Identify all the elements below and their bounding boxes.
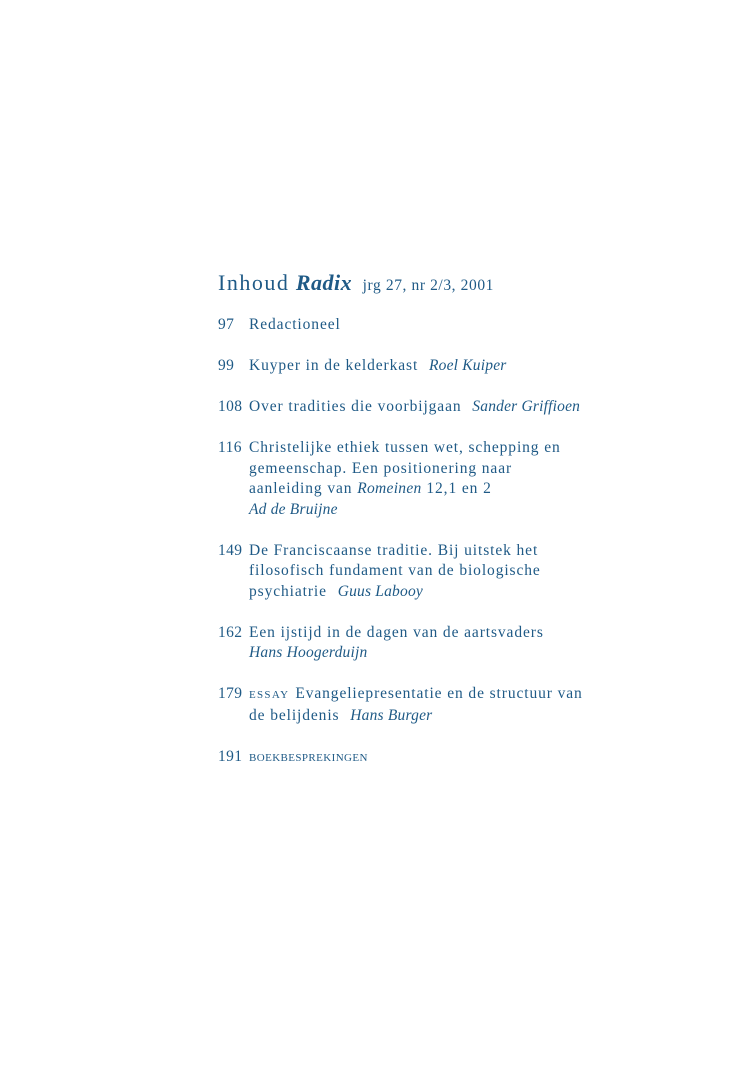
entry-section-label: BOEKBESPREKINGEN <box>249 751 368 764</box>
toc-entry <box>218 541 638 603</box>
toc-heading <box>218 268 638 301</box>
entry-title-line: Christelijke ethiek tussen wet, schepping en <box>249 439 561 456</box>
entry-title-text: aanleiding van <box>249 480 358 497</box>
toc-entry <box>218 356 638 377</box>
entry-title: Redactioneel <box>249 316 341 333</box>
entry-page-number: 108 <box>218 398 243 415</box>
entry-title-line: filosofisch fundament van de biologische <box>249 562 541 579</box>
toc-entry <box>218 315 638 336</box>
entry-author: Ad de Bruijne <box>249 500 338 518</box>
entry-author: Roel Kuiper <box>428 357 507 374</box>
entry-title-line: gemeenschap. Een positionering naar <box>249 459 513 477</box>
entry-page-number: 149 <box>218 541 243 559</box>
entry-page-number: 191 <box>218 747 243 765</box>
entry-title: Een ijstijd in de dagen van de aartsvaders <box>249 623 544 641</box>
toc-entries <box>218 315 638 768</box>
toc-entry <box>218 623 638 664</box>
entry-title-line: psychiatrie <box>249 582 327 600</box>
entry-page-number: 99 <box>218 357 235 374</box>
entry-page-number: 162 <box>218 623 243 641</box>
entry-page-number: 116 <box>218 439 242 456</box>
toc-entry <box>218 747 638 769</box>
table-of-contents <box>218 268 638 789</box>
entry-title-line: De Franciscaanse traditie. Bij uitstek het <box>249 541 539 559</box>
toc-entry <box>218 438 638 520</box>
entry-title: Over tradities die voorbijgaan <box>249 398 462 415</box>
entry-title-line <box>249 480 492 497</box>
entry-author: Guus Labooy <box>337 582 423 600</box>
entry-title-line: Evangeliepresentatie en de structuur van <box>295 685 583 702</box>
entry-title-line: de belijdenis <box>249 706 340 724</box>
entry-section-label: ESSAY <box>249 689 290 701</box>
entry-page-number: 97 <box>218 316 235 333</box>
entry-page-number: 179 <box>218 685 243 702</box>
entry-author: Hans Hoogerduijn <box>249 644 368 661</box>
entry-author: Hans Burger <box>350 706 433 724</box>
journal-name: Radix <box>295 270 353 295</box>
entry-title-text: 12,1 en 2 <box>421 480 492 497</box>
entry-title: Kuyper in de kelderkast <box>249 357 419 374</box>
toc-entry <box>218 684 638 726</box>
entry-title-italic: Romeinen <box>357 480 422 497</box>
entry-author: Sander Griffioen <box>472 398 581 415</box>
issue-info: jrg 27, nr 2/3, 2001 <box>362 277 495 294</box>
toc-entry <box>218 397 638 418</box>
heading-label: Inhoud <box>218 270 290 295</box>
